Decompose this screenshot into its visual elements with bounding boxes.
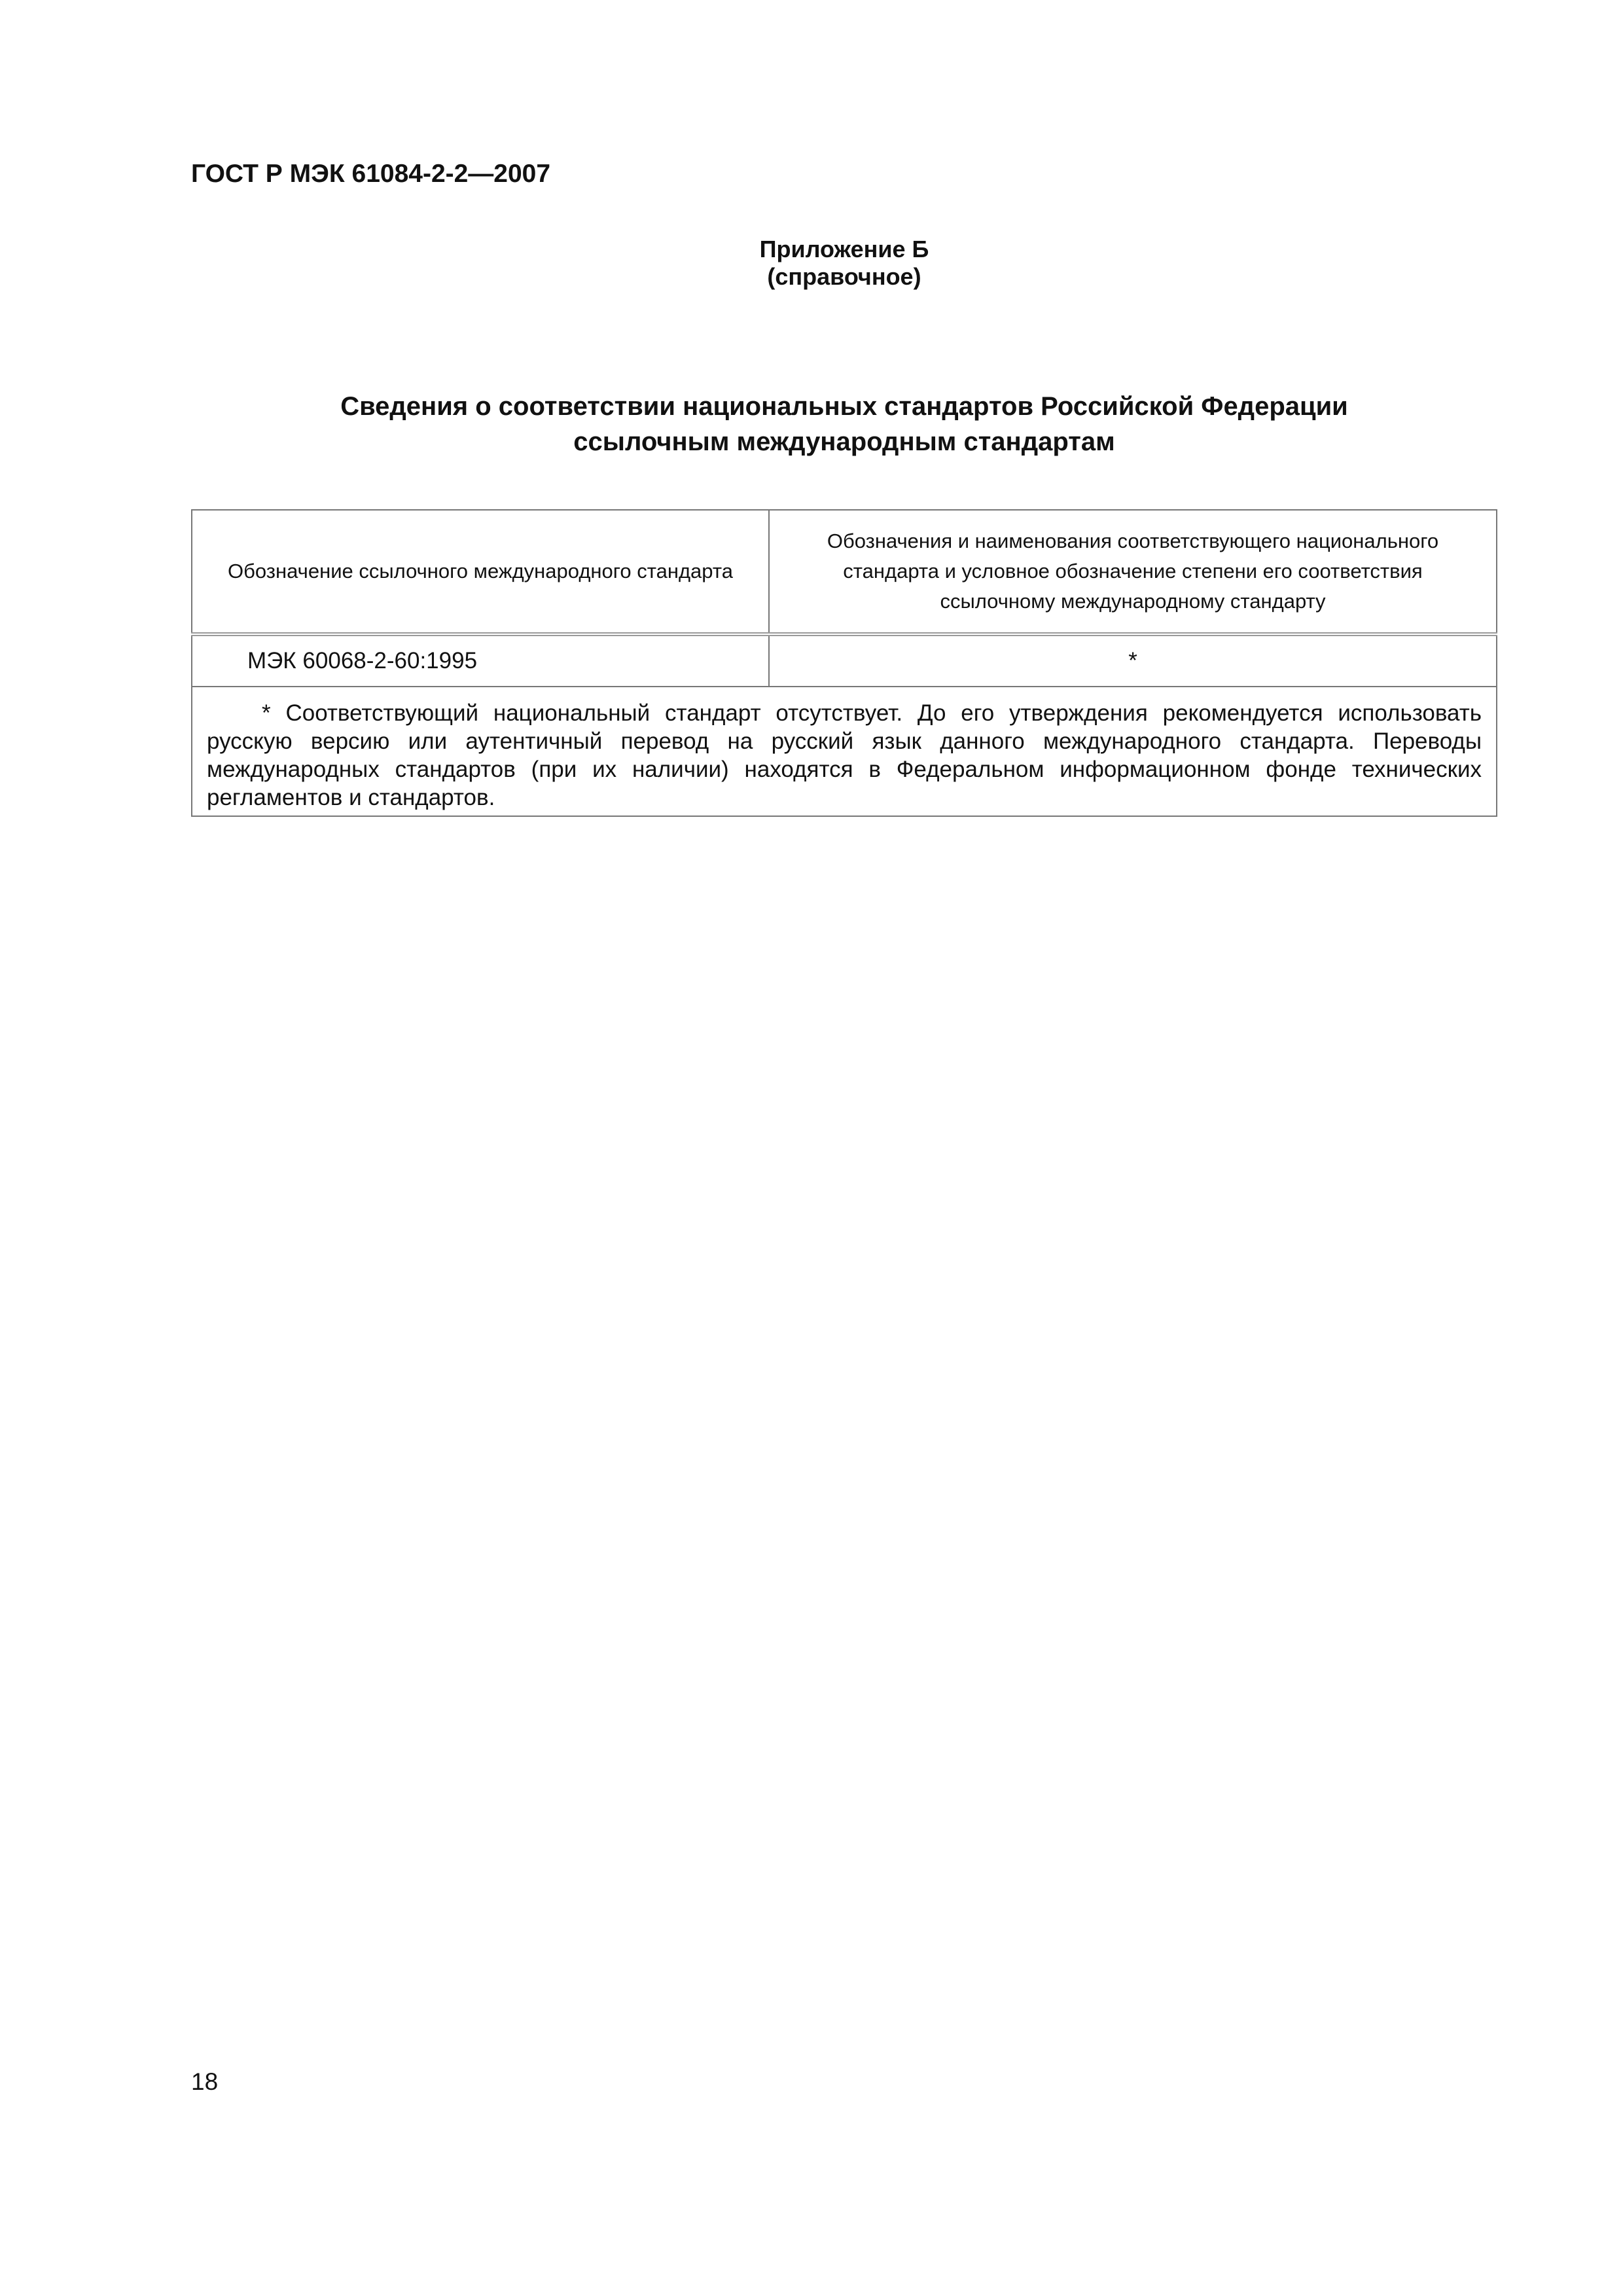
section-title-line-2: ссылочным международным стандартам: [573, 427, 1115, 456]
section-title: [191, 389, 1497, 459]
table-footnote-row: [192, 687, 1497, 816]
table-header-row: [192, 510, 1497, 634]
section-title-line-1: Сведения о соответствии национальных стандартов Российской Федерации: [340, 392, 1348, 421]
standards-correspondence-table: [191, 509, 1497, 817]
cell-international-standard: МЭК 60068-2-60:1995: [192, 634, 769, 687]
annex-title: Приложение Б: [759, 236, 929, 262]
footnote-text: * Соответствующий национальный стандарт отсутствует. До его утверждения рекомендуется использовать русскую версию или аутентичный перевод на русский язык данного международного стандарта. Переводы международных стандартов (при их наличии) находятся в Федеральном информационном фонде технических регламентов и стандартов.: [207, 700, 1482, 810]
table-row: [192, 634, 1497, 687]
page-number: 18: [191, 2068, 219, 2095]
header-international-standard: Обозначение ссылочного международного стандарта: [192, 510, 769, 634]
table-footnote: [192, 687, 1497, 816]
header-national-standard: Обозначения и наименования соответствующего национального стандарта и условное обозначение степени его соответствия ссылочному международному стандарту: [769, 510, 1497, 634]
cell-national-standard: *: [769, 634, 1497, 687]
document-code: ГОСТ Р МЭК 61084-2-2—2007: [191, 160, 551, 188]
annex-note: (справочное): [767, 263, 921, 290]
